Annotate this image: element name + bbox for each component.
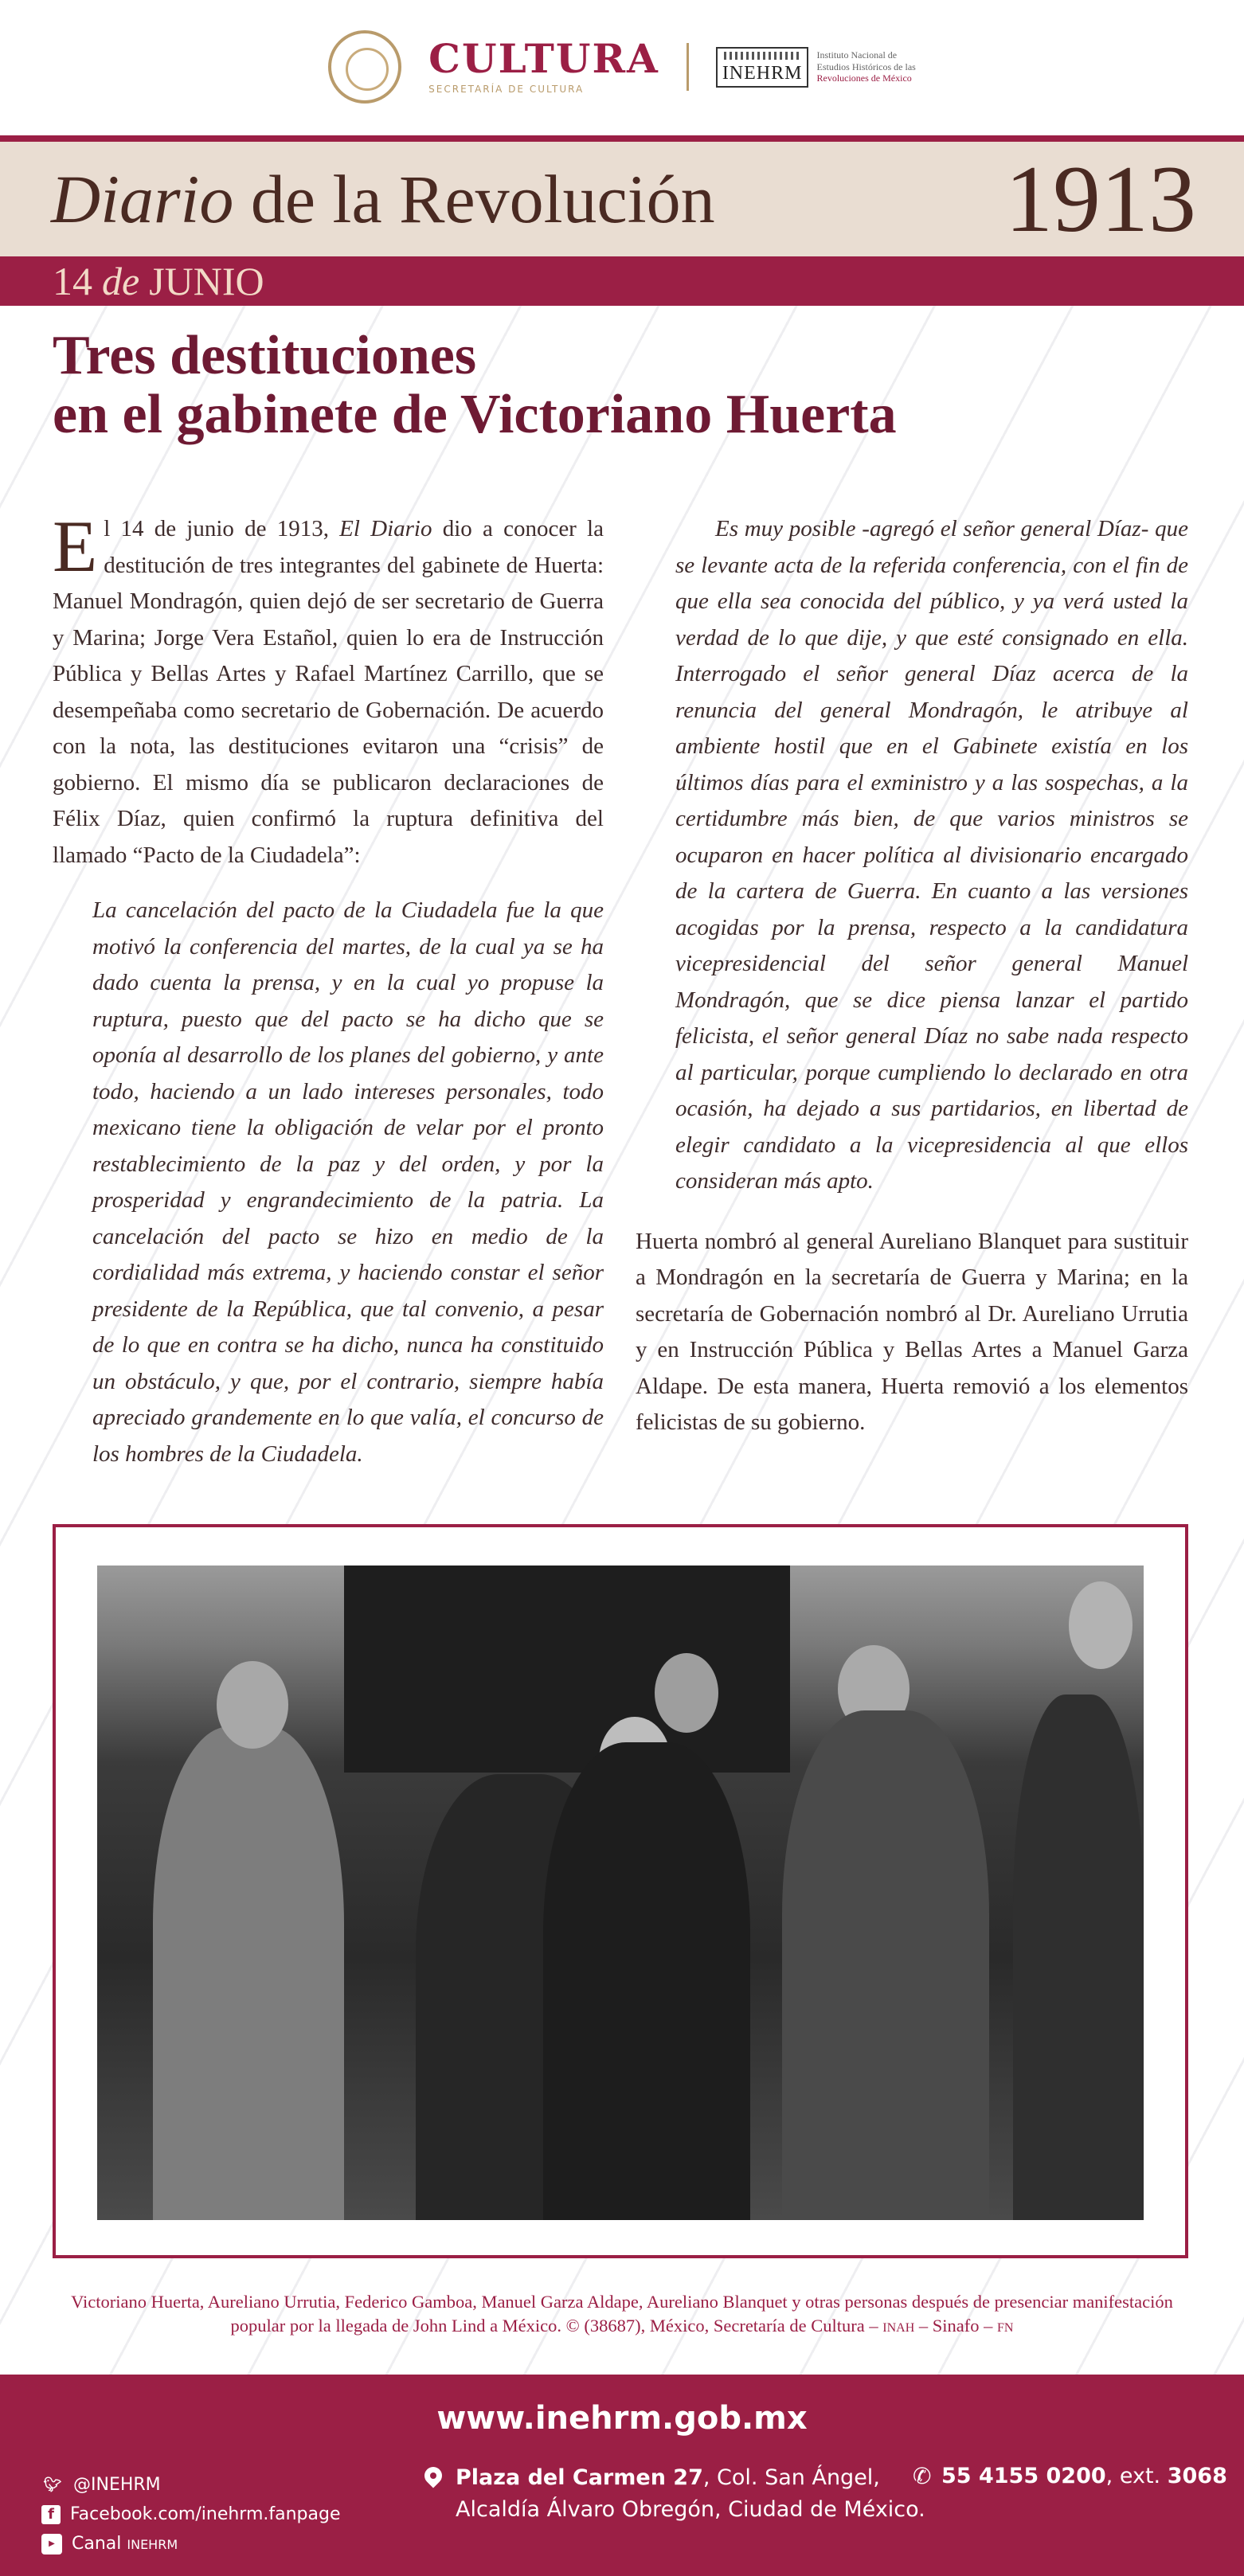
caption-sep: – Sinafo – (914, 2316, 998, 2336)
date-band (0, 256, 1244, 306)
date-de: de (102, 259, 140, 303)
youtube-link[interactable] (41, 2529, 341, 2559)
phone-main: 55 4155 0200 (941, 2464, 1106, 2488)
inehrm-logo[interactable] (716, 47, 916, 88)
facebook-url: Facebook.com/inehrm.fanpage (70, 2504, 341, 2524)
facebook-link[interactable] (41, 2500, 341, 2529)
headline (53, 326, 1168, 444)
social-links (41, 2470, 341, 2559)
photo-head (217, 1661, 288, 1749)
facebook-icon: f (41, 2505, 61, 2524)
inehrm-line-2: Estudios Históricos de las (816, 61, 916, 72)
title-band (0, 142, 1244, 256)
inehrm-badge: INEHRM (716, 47, 809, 88)
cultura-subtitle: SECRETARÍA DE CULTURA (428, 84, 585, 95)
phone-ext: 3068 (1167, 2464, 1227, 2488)
article-column-left (53, 506, 604, 1472)
website-link[interactable]: www.inehrm.gob.mx (436, 2400, 808, 2437)
footer (0, 2375, 1244, 2576)
photo-figure (543, 1742, 750, 2220)
drop-cap: E (53, 506, 98, 587)
inehrm-line-3: Revoluciones de México (816, 72, 912, 84)
canal-name: INEHRM (127, 2537, 178, 2552)
canal-label (72, 2529, 178, 2559)
phone-number (941, 2464, 1227, 2488)
photo-head (1069, 1581, 1133, 1669)
year-label: 1913 (1005, 146, 1196, 252)
phone-contact[interactable] (913, 2464, 1227, 2488)
address-line-2: Alcaldía Álvaro Obregón, Ciudad de México. (456, 2497, 925, 2522)
canal-prefix: Canal (72, 2534, 127, 2554)
phone-icon: ✆ (913, 2462, 932, 2489)
historical-photo[interactable] (97, 1566, 1144, 2220)
inehrm-full-name (816, 49, 915, 84)
quote-block-1: La cancelación del pacto de la Ciudadela fue la que motivó la conferencia del martes, de la cual ya se ha dado cuenta la prensa, y en la cual yo propuse la ruptura, puesto que del pacto se ha dicho que se oponía al desarrollo de los planes del gobierno, y ante todo, haciendo a un lado intereses personales, todo mexicano tiene la obligación de velar por el pronto restablecimiento de la paz y del orden, y por la prosperidad y engrandecimiento de la patria. La cancelación del pacto se hizo en medio de la cordialidad más extrema, y haciendo constar el señor presidente de la República, que tal convenio, a pesar de lo que en contra se ha dicho, nunca ha constituido un obstáculo, y que, por el contrario, siempre había apreciado grandemente en lo que valía, el concurso de los hombres de la Ciudadela. (92, 897, 604, 1467)
photo-frame (53, 1524, 1188, 2258)
twitter-handle: @INEHRM (73, 2475, 161, 2495)
photo-figure (1013, 1695, 1144, 2220)
photo-figure (782, 1710, 989, 2220)
cultura-logo[interactable] (428, 35, 659, 95)
photo-doorway (344, 1566, 790, 1773)
date-day: 14 (53, 259, 92, 303)
logo-divider (687, 43, 689, 91)
photo-caption (48, 2290, 1196, 2340)
twitter-link[interactable] (41, 2470, 341, 2500)
page-title-diario: Diario (51, 161, 234, 237)
caption-inah: INAH (882, 2321, 915, 2335)
cultura-wordmark: CULTURA (428, 35, 659, 82)
article-intro (53, 506, 604, 874)
photo-figure (153, 1726, 344, 2220)
caption-text: Victoriano Huerta, Aureliano Urrutia, Federico Gamboa, Manuel Garza Aldape, Aureliano Blanquet y otras personas después de presenciar manifestación popular por la llegada de John Lind a México. © (38687), México, Secretaría de Cultura – (71, 2292, 1173, 2336)
address-line-1 (456, 2462, 925, 2494)
headline-line-1: Tres destituciones (53, 325, 477, 386)
header-rule (0, 135, 1244, 142)
youtube-icon: ▶ (41, 2534, 62, 2555)
address-street: Plaza del Carmen 27 (456, 2465, 703, 2490)
page-title-rest: de la Revolución (233, 161, 715, 237)
date-month: JUNIO (149, 259, 264, 303)
article-column-right (636, 511, 1188, 1441)
national-seal-icon (328, 30, 401, 104)
intro-newspaper: El Diario (339, 516, 432, 541)
page-title (51, 161, 715, 237)
address-text (456, 2462, 925, 2526)
logo-group (328, 30, 916, 104)
phone-ext-label: , ext. (1105, 2464, 1168, 2488)
photo-head (655, 1653, 718, 1733)
address-row (422, 2462, 925, 2526)
address (422, 2462, 925, 2526)
quote-block-2: Es muy posible -agregó el señor general Díaz- que se levante acta de la referida conferencia, con el fin de que ella sea conocida del público, y ya verá usted la verdad de lo que dije, y que esté consignado en ella. Interrogado el señor general Díaz acerca de la renuncia del general Mondragón, le atribuye al ambiente hostil que en el Gabinete existía en los últimos días para el exministro y a las sospechas, a la certidumbre más bien, de que varios ministros se ocuparon en hacer política al divisionario encargado de la cartera de Guerra. En cuanto a las versiones acogidas por la prensa, respecto a la candidatura vicepresidencial del señor general Manuel Mondragón, que se dice piensa lanzar el partido felicista, el señor general Díaz no sabe nada respecto al particular, porque cumpliendo lo declarado en otra ocasión, ha dejado a sus partidarios, en libertad de elegir candidato a la vicepresidencia al que ellos consideran más apto. (675, 516, 1188, 1194)
article-closing: Huerta nombró al general Aureliano Blanquet para sustituir a Mondragón en la secretaría de Guerra y Marina; en la secretaría de Gobernación nombró al Dr. Aureliano Urrutia y en Instrucción Pública y Bellas Artes a Manuel Garza Aldape. De esta manera, Huerta removió a los elementos felicistas de su gobierno. (636, 1228, 1188, 1435)
address-colony: , Col. San Ángel, (702, 2465, 880, 2490)
headline-line-2: en el gabinete de Victoriano Huerta (53, 383, 897, 445)
twitter-icon: 🐦︎ (43, 2476, 62, 2493)
inehrm-line-1: Instituto Nacional de (816, 49, 898, 61)
caption-fn: FN (997, 2321, 1014, 2335)
intro-part-a: l 14 de junio de 1913, (104, 516, 340, 541)
location-pin-icon (422, 2462, 446, 2494)
intro-part-b: dio a conocer la destitución de tres integrantes del gabinete de Huerta: Manuel Mondragón, quien dejó de ser secretario de Guerra y Marina; Jorge Vera Estañol, quien lo era de Instrucción Pública y Bellas Artes y Rafael Martínez Carrillo, que se desempeñaba como secretario de Gobernación. De acuerdo con la nota, las destituciones evitaron una “crisis” de gobierno. El mismo día se publicaron declaraciones de Félix Díaz, quien confirmó la ruptura definitiva del llamado “Pacto de la Ciudadela”: (53, 516, 604, 868)
top-header (0, 0, 1244, 137)
